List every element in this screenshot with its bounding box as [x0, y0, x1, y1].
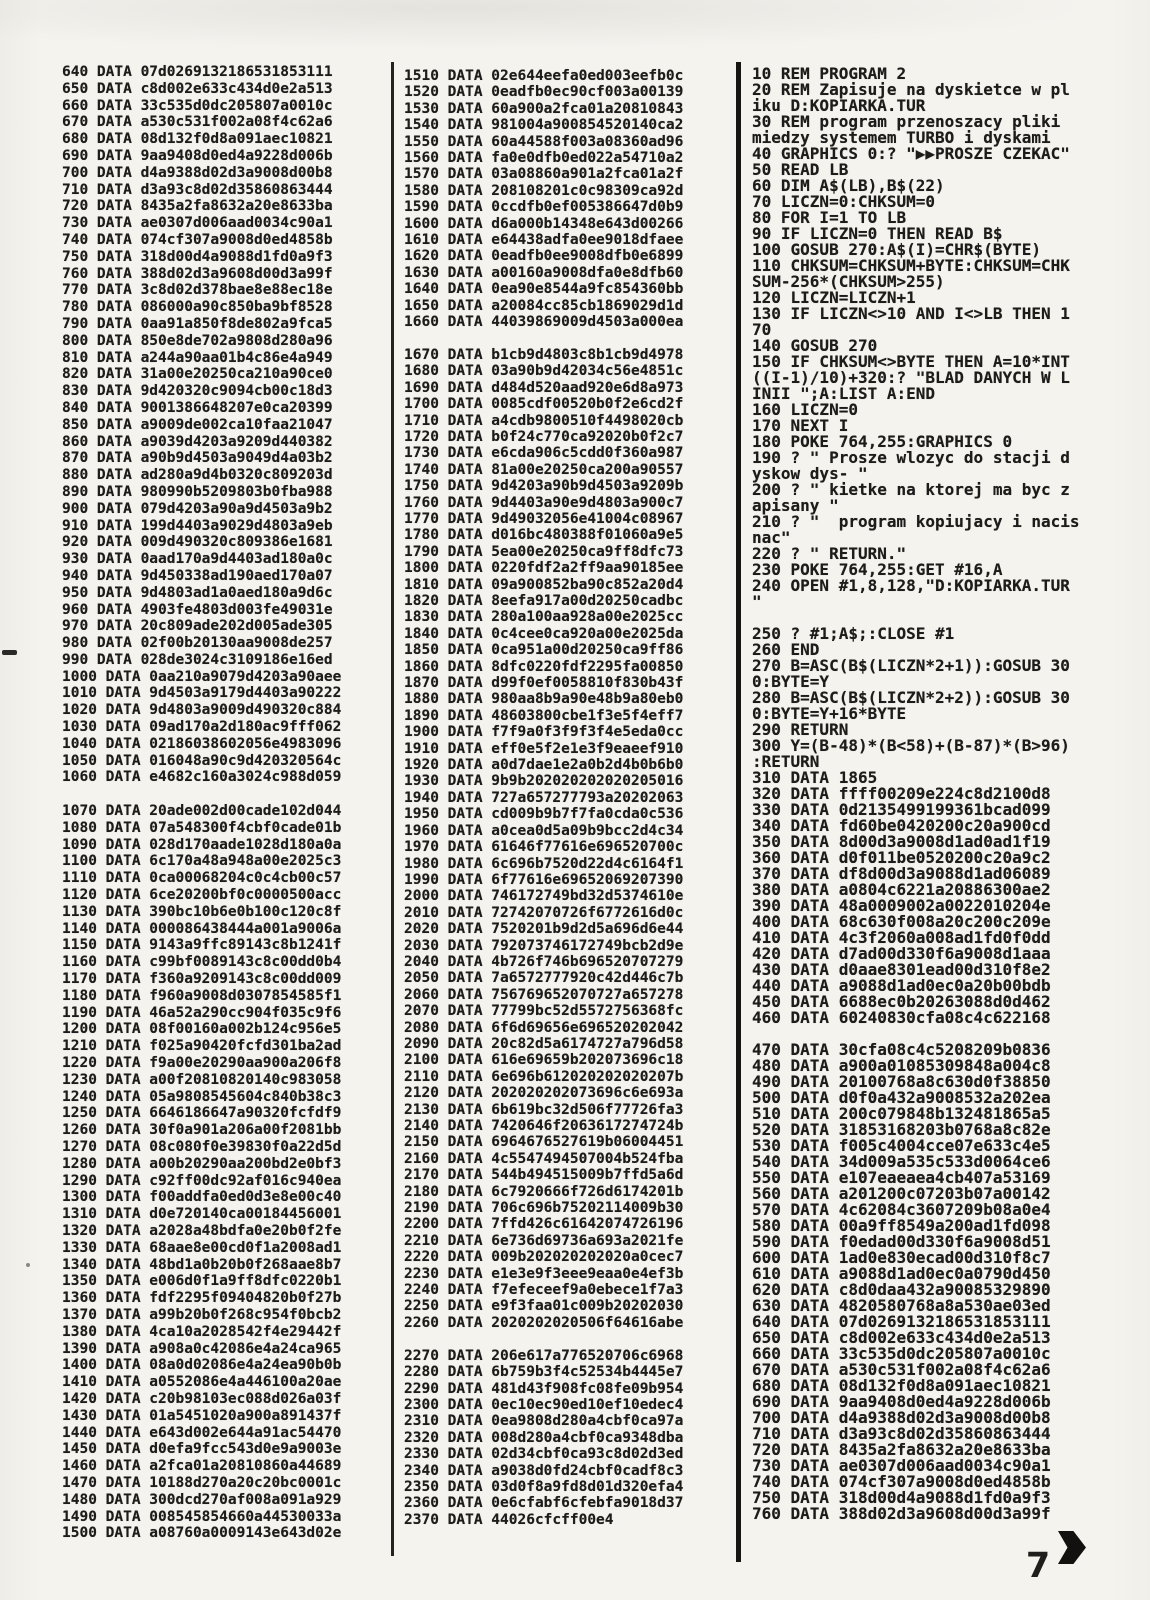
- code-line: 310 DATA 1865: [752, 768, 878, 787]
- code-line: 220 ? " RETURN.": [752, 544, 907, 563]
- code-line: 1810 DATA 09a900852ba90c852a20d4: [404, 576, 684, 593]
- code-line: INII ";A:LIST A:END: [752, 384, 936, 403]
- code-line: 1550 DATA 60a44588f003a08360ad96: [404, 133, 684, 150]
- code-gap: [404, 1331, 734, 1347]
- code-line: 570 DATA 4c62084c3607209b08a0e4: [752, 1200, 1051, 1219]
- code-line: 480 DATA a900a01085309848a004c8: [752, 1056, 1051, 1075]
- code-line: 1360 DATA fdf2295f09404820b0f27b: [62, 1290, 342, 1307]
- code-line: 1120 DATA 6ce20200bf0c0000500acc: [62, 887, 342, 904]
- code-line: 1430 DATA 01a5451020a900a891437f: [62, 1407, 342, 1424]
- code-line: 410 DATA 4c3f2060a008ad1fd0f0dd: [752, 928, 1051, 947]
- code-line: 2080 DATA 6f6d69656e696520202042: [404, 1019, 684, 1036]
- code-line: 320 DATA ffff00209e224c8d2100d8: [752, 784, 1051, 803]
- code-line: 660 DATA 33c535d0dc205807a0010c: [62, 97, 333, 114]
- code-line: 1460 DATA a2fca01a20810860a44689: [62, 1458, 342, 1475]
- code-line: 1380 DATA 4ca10a2028542f4e29442f: [62, 1323, 342, 1340]
- code-line: 770 DATA 3c8d02d378bae8e88ec18e: [62, 282, 333, 299]
- code-line: 440 DATA a9088d1ad0ec0a20b00bdb: [752, 976, 1051, 995]
- code-line: 710 DATA d3a93c8d02d35860863444: [62, 181, 333, 198]
- code-line: 930 DATA 0aad170a9d4403ad180a0c: [62, 551, 333, 568]
- code-line: 30 REM program przenoszacy pliki: [752, 112, 1061, 131]
- code-line: 1060 DATA e4682c160a3024c988d059: [62, 769, 342, 786]
- code-line: 610 DATA a9088d1ad0ec0a0790d450: [752, 1264, 1051, 1283]
- code-line: 420 DATA d7ad00d330f6a9008d1aaa: [752, 944, 1051, 963]
- code-line: 1780 DATA d016bc480388f01060a9e5: [404, 527, 684, 544]
- code-line: 1510 DATA 02e644eefa0ed003eefb0c: [404, 68, 684, 84]
- code-line: 750 DATA 318d00d4a9088d1fd0a9f3: [62, 248, 333, 265]
- code-line: 650 DATA c8d002e633c434d0e2a513: [62, 80, 333, 97]
- code-line: 1660 DATA 44039869009d4503a000ea: [404, 314, 684, 331]
- code-line: 1840 DATA 0c4cee0ca920a00e2025da: [404, 625, 684, 642]
- code-line: 1980 DATA 6c696b7520d22d4c6164f1: [404, 855, 684, 872]
- code-line: 70: [752, 320, 772, 339]
- code-line: 1730 DATA e6cda906c5cdd0f360a987: [404, 445, 684, 462]
- code-line: 240 OPEN #1,8,128,"D:KOPIARKA.TUR: [752, 576, 1070, 595]
- code-line: 1310 DATA d0e720140ca00184456001: [62, 1206, 342, 1223]
- code-line: 1470 DATA 10188d270a20c20bc0001c: [62, 1474, 342, 1491]
- code-line: 670 DATA a530c531f002a08f4c62a6: [62, 114, 333, 131]
- code-line: 1140 DATA 000086438444a001a9006a: [62, 920, 342, 937]
- continuation-arrow-icon: [1058, 1531, 1086, 1564]
- code-line: 970 DATA 20c809ade202d005ade305: [62, 618, 333, 635]
- code-line: 370 DATA df8d00d3a9088d1ad06089: [752, 864, 1051, 883]
- code-line: 750 DATA 318d00d4a9088d1fd0a9f3: [752, 1488, 1051, 1507]
- code-line: 720 DATA 8435a2fa8632a20e8633ba: [62, 198, 333, 215]
- code-line: 80 FOR I=1 TO LB: [752, 208, 907, 227]
- code-line: 980 DATA 02f00b20130aa9008de257: [62, 635, 333, 652]
- code-line: 1850 DATA 0ca951a00d20250ca9ff86: [404, 642, 684, 659]
- code-line: 1770 DATA 9d49032056e41004c08967: [404, 510, 684, 527]
- code-line: 1600 DATA d6a000b14348e643d00266: [404, 215, 684, 232]
- code-line: 990 DATA 028de3024c3109186e16ed: [62, 651, 333, 668]
- code-line: 2230 DATA e1e3e9f3eee9eaa0e4ef3b: [404, 1265, 684, 1282]
- listing-column-1: [62, 64, 390, 1542]
- code-line: 2120 DATA 202020202073696c6e693a: [404, 1085, 684, 1102]
- code-line: 2050 DATA 7a6572777920c42d446c7b: [404, 970, 684, 987]
- code-line: 0:BYTE=Y+16*BYTE: [752, 704, 907, 723]
- code-line: 740 DATA 074cf307a9008d0ed4858b: [62, 231, 333, 248]
- code-line: 20 REM Zapisuje na dyskietce w pl: [752, 80, 1070, 99]
- code-line: 580 DATA 00a9ff8549a200ad1fd098: [752, 1216, 1051, 1235]
- code-line: 1350 DATA e006d0f1a9ff8dfc0220b1: [62, 1273, 342, 1290]
- code-line: 680 DATA 08d132f0d8a091aec10821: [62, 131, 333, 148]
- code-line: 1930 DATA 9b9b202020202020205016: [404, 773, 684, 790]
- code-line: 1540 DATA 981004a900854520140ca2: [404, 117, 684, 134]
- code-line: 1740 DATA 81a00e20250ca200a90557: [404, 461, 684, 478]
- code-line: 1630 DATA a00160a9008dfa0e8dfb60: [404, 264, 684, 281]
- page-number: 7: [1025, 1546, 1051, 1586]
- code-line: 1080 DATA 07a548300f4cbf0cade01b: [62, 819, 342, 836]
- code-line: 1040 DATA 02186038602056e4983096: [62, 735, 342, 752]
- listing-column-2: [404, 68, 734, 1528]
- code-line: 0:BYTE=Y: [752, 672, 830, 691]
- code-line: 740 DATA 074cf307a9008d0ed4858b: [752, 1472, 1051, 1491]
- code-line: :RETURN: [752, 752, 820, 771]
- code-line: 2190 DATA 706c696b75202114009b30: [404, 1200, 684, 1217]
- code-line: 1710 DATA a4cdb9800510f4498020cb: [404, 412, 684, 429]
- code-line: 380 DATA a0804c6221a20886300ae2: [752, 880, 1051, 899]
- code-line: 720 DATA 8435a2fa8632a20e8633ba: [752, 1440, 1051, 1459]
- code-line: 100 GOSUB 270:A$(I)=CHR$(BYTE): [752, 240, 1041, 259]
- code-line: 550 DATA e107eaeaea4cb407a53169: [752, 1168, 1051, 1187]
- code-line: 1560 DATA fa0e0dfb0ed022a54710a2: [404, 150, 684, 167]
- code-gap: [62, 786, 390, 803]
- code-line: 910 DATA 199d4403a9029d4803a9eb: [62, 517, 333, 534]
- code-line: 2130 DATA 6b619bc32d506f77726fa3: [404, 1101, 684, 1118]
- code-line: ": [752, 592, 762, 611]
- code-line: 1090 DATA 028d170aade1028d180a0a: [62, 836, 342, 853]
- code-line: 760 DATA 388d02d3a9608d00d3a99f: [62, 265, 333, 282]
- code-line: 840 DATA 9001386648207e0ca20399: [62, 399, 333, 416]
- code-line: 1210 DATA f025a90420fcfd301ba2ad: [62, 1038, 342, 1055]
- code-line: 1390 DATA a908a0c42086e4a24ca965: [62, 1340, 342, 1357]
- code-line: 1130 DATA 390bc10b6e0b100c120c8f: [62, 903, 342, 920]
- code-line: 1640 DATA 0ea90e8544a9fc854360bb: [404, 281, 684, 298]
- code-line: 130 IF LICZN<>10 AND I<>LB THEN 1: [752, 304, 1070, 323]
- code-line: 390 DATA 48a0009002a0022010204e: [752, 896, 1051, 915]
- code-line: 2220 DATA 009b202020202020a0cec7: [404, 1249, 684, 1266]
- code-line: 1240 DATA 05a9808545604c840b38c3: [62, 1088, 342, 1105]
- code-line: 1590 DATA 0ccdfb0ef005386647d0b9: [404, 199, 684, 216]
- code-line: 2170 DATA 544b494515009b7ffd5a6d: [404, 1167, 684, 1184]
- code-line: apisany ": [752, 496, 839, 515]
- code-line: 2090 DATA 20c82d5a6174727a796d58: [404, 1035, 684, 1052]
- code-line: 1870 DATA d99f0ef0058810f830b43f: [404, 675, 684, 692]
- code-line: nac": [752, 528, 791, 547]
- code-line: 260 END: [752, 640, 820, 659]
- code-line: 2270 DATA 206e617a776520706c6968: [404, 1347, 684, 1364]
- code-line: 640 DATA 07d0269132186531853111: [752, 1312, 1051, 1331]
- code-line: 1270 DATA 08c080f0e39830f0a22d5d: [62, 1139, 342, 1155]
- code-line: 940 DATA 9d450338ad190aed170a07: [62, 567, 333, 584]
- code-line: 270 B=ASC(B$(LICZN*2+1)):GOSUB 30: [752, 656, 1070, 675]
- code-line: 1000 DATA 0aa210a9079d4203a90aee: [62, 668, 342, 685]
- code-line: 1570 DATA 03a08860a901a2fca01a2f: [404, 166, 684, 183]
- code-line: 1480 DATA 300dcd270af008a091a929: [62, 1491, 342, 1508]
- code-line: 2310 DATA 0ea9808d280a4cbf0ca97a: [404, 1413, 684, 1430]
- code-line: 140 GOSUB 270: [752, 336, 878, 355]
- code-line: 630 DATA 4820580768a8a530ae03ed: [752, 1296, 1051, 1315]
- code-line: 1820 DATA 8eefa917a00d20250cadbc: [404, 593, 684, 609]
- code-line: 1880 DATA 980aa8b9a90e48b9a80eb0: [404, 691, 684, 708]
- code-line: 560 DATA a201200c07203b07a00142: [752, 1184, 1051, 1203]
- code-line: 1420 DATA c20b98103ec088d026a03f: [62, 1390, 342, 1407]
- code-line: 1100 DATA 6c170a48a948a00e2025c3: [62, 853, 342, 870]
- code-line: 1280 DATA a00b20290aa200bd2e0bf3: [62, 1155, 342, 1172]
- code-line: 790 DATA 0aa91a850f8de802a9fca5: [62, 315, 333, 332]
- code-line: 690 DATA 9aa9408d0ed4a9228d006b: [752, 1392, 1051, 1411]
- code-line: 1230 DATA a00f20810820140c983058: [62, 1071, 342, 1088]
- code-line: 2250 DATA e9f3faa01c009b20202030: [404, 1298, 684, 1315]
- code-line: 300 Y=(B-48)*(B<58)+(B-87)*(B>96): [752, 736, 1070, 755]
- code-line: 1890 DATA 48603800cbe1f3e5f4eff7: [404, 707, 684, 724]
- code-line: 2210 DATA 6e736d69736a693a2021fe: [404, 1232, 684, 1249]
- code-line: 800 DATA 850e8de702a9808d280a96: [62, 332, 333, 349]
- code-line: 40 GRAPHICS 0:? "▶▶PROSZE CZEKAC": [752, 144, 1070, 163]
- code-line: 120 LICZN=LICZN+1: [752, 288, 916, 307]
- code-line: 810 DATA a244a90aa01b4c86e4a949: [62, 349, 333, 366]
- margin-dash-mark: [2, 650, 17, 655]
- code-line: 530 DATA f005c4004cce07e633c4e5: [752, 1136, 1051, 1155]
- code-line: 850 DATA a9009de002ca10faa21047: [62, 416, 333, 433]
- code-line: 1680 DATA 03a90b9d42034c56e4851c: [404, 363, 684, 380]
- code-line: 1760 DATA 9d4403a90e9d4803a900c7: [404, 494, 684, 511]
- code-line: 2330 DATA 02d34cbf0ca93c8d02d3ed: [404, 1446, 684, 1463]
- code-line: 190 ? " Prosze wlozyc do stacji d: [752, 448, 1070, 467]
- code-line: 2200 DATA 7ffd426c61642074726196: [404, 1216, 684, 1233]
- code-line: 360 DATA d0f011be0520200c20a9c2: [752, 848, 1051, 867]
- code-line: 620 DATA c8d0daa432a90085329890: [752, 1280, 1051, 1299]
- code-line: 710 DATA d3a93c8d02d35860863444: [752, 1424, 1051, 1443]
- code-line: 2350 DATA 03d0f8a9fd8d01d320efa4: [404, 1478, 684, 1495]
- code-line: 700 DATA d4a9388d02d3a9008d00b8: [752, 1408, 1051, 1427]
- code-line: 1650 DATA a20084cc85cb1869029d1d: [404, 297, 684, 314]
- code-line: 1860 DATA 8dfc0220fdf2295fa00850: [404, 658, 684, 675]
- code-line: 90 IF LICZN=0 THEN READ B$: [752, 224, 1003, 243]
- code-line: 1180 DATA f960a9008d0307854585f1: [62, 987, 342, 1004]
- code-line: 590 DATA f0edad00d330f6a9008d51: [752, 1232, 1051, 1251]
- code-line: 730 DATA ae0307d006aad0034c90a1: [752, 1456, 1051, 1475]
- code-line: 1960 DATA a0cea0d5a09b9bcc2d4c34: [404, 822, 684, 839]
- code-line: 1450 DATA d0efa9fcc543d0e9a9003e: [62, 1441, 342, 1458]
- code-line: 170 NEXT I: [752, 416, 849, 435]
- code-line: 1530 DATA 60a900a2fca01a20810843: [404, 100, 684, 117]
- code-line: 160 LICZN=0: [752, 400, 858, 419]
- code-line: 1830 DATA 280a100aa928a00e2025cc: [404, 609, 684, 626]
- code-line: 870 DATA a90b9d4503a9049d4a03b2: [62, 450, 333, 467]
- code-line: 2060 DATA 756769652070727a657278: [404, 986, 684, 1003]
- code-line: 1010 DATA 9d4503a9179d4403a90222: [62, 685, 342, 702]
- code-line: yskow dys- ": [752, 464, 868, 483]
- code-line: 1700 DATA 0085cdf00520b0f2e6cd2f: [404, 396, 684, 413]
- code-line: 280 B=ASC(B$(LICZN*2+2)):GOSUB 30: [752, 688, 1070, 707]
- code-line: 2070 DATA 77799bc52d5572756368fc: [404, 1003, 684, 1020]
- code-line: 2260 DATA 2020202020506f64616abe: [404, 1314, 684, 1331]
- code-line: 250 ? #1;A$;:CLOSE #1: [752, 624, 955, 643]
- code-line: 780 DATA 086000a90c850ba9bf8528: [62, 299, 333, 316]
- code-line: 1050 DATA 016048a90c9d420320564c: [62, 752, 342, 769]
- code-line: 1620 DATA 0eadfb0ee9008dfb0e6899: [404, 248, 684, 265]
- column-divider-2: [736, 62, 741, 1562]
- code-line: 1250 DATA 6646186647a90320fcfdf9: [62, 1105, 342, 1122]
- code-line: 1290 DATA c92ff00dc92af016c940ea: [62, 1172, 342, 1189]
- code-line: 2140 DATA 7420646f2063617274724b: [404, 1118, 684, 1134]
- code-line: 1950 DATA cd009b9b7f7fa0cda0c536: [404, 806, 684, 823]
- code-line: 1720 DATA b0f24c770ca92020b0f2c7: [404, 428, 684, 445]
- code-line: 520 DATA 31853168203b0768a8c82e: [752, 1120, 1051, 1139]
- code-line: 490 DATA 20100768a8c630d0f38850: [752, 1072, 1051, 1091]
- code-line: 2180 DATA 6c7920666f726d6174201b: [404, 1183, 684, 1200]
- code-line: 900 DATA 079d4203a90a9d4503a9b2: [62, 500, 333, 517]
- listing-column-3: [752, 66, 1146, 1522]
- code-line: 1790 DATA 5ea00e20250ca9ff8dfc73: [404, 543, 684, 560]
- margin-dot-mark: [26, 1263, 30, 1267]
- code-line: 660 DATA 33c535d0dc205807a0010c: [752, 1344, 1051, 1363]
- code-line: 400 DATA 68c630f008a20c200c209e: [752, 912, 1051, 931]
- code-line: SUM-256*(CHKSUM>255): [752, 272, 945, 291]
- code-line: 2320 DATA 008d280a4cbf0ca9348dba: [404, 1429, 684, 1446]
- code-line: 1580 DATA 208108201c0c98309ca92d: [404, 182, 684, 199]
- code-line: 1970 DATA 61646f77616e696520700c: [404, 839, 684, 856]
- code-line: 1750 DATA 9d4203a90b9d4503a9209b: [404, 478, 684, 495]
- code-line: 1220 DATA f9a00e20290aa900a206f8: [62, 1055, 342, 1072]
- code-line: 960 DATA 4903fe4803d003fe49031e: [62, 601, 333, 618]
- code-line: 1610 DATA e64438adfa0ee9018dfaee: [404, 232, 684, 249]
- code-line: 2150 DATA 6964676527619b06004451: [404, 1134, 684, 1151]
- code-line: 1330 DATA 68aae8e00cd0f1a2008ad1: [62, 1239, 342, 1256]
- code-line: 500 DATA d0f0a432a9008532a202ea: [752, 1088, 1051, 1107]
- code-line: 1320 DATA a2028a48bdfa0e20b0f2fe: [62, 1222, 342, 1239]
- code-line: 50 READ LB: [752, 160, 849, 179]
- code-line: 1030 DATA 09ad170a2d180ac9fff062: [62, 719, 342, 736]
- code-line: 2300 DATA 0ec10ec90ed10ef10edec4: [404, 1396, 684, 1413]
- code-line: 2240 DATA f7efeceef9a0ebece1f7a3: [404, 1282, 684, 1299]
- code-line: 830 DATA 9d420320c9094cb00c18d3: [62, 383, 333, 400]
- code-line: 450 DATA 6688ec0b20263088d0d462: [752, 992, 1051, 1011]
- code-line: 950 DATA 9d4803ad1a0aed180a9d6c: [62, 584, 333, 601]
- code-line: 510 DATA 200c079848b132481865a5: [752, 1104, 1051, 1123]
- code-line: 1800 DATA 0220fdf2a2ff9aa90185ee: [404, 560, 684, 577]
- code-line: 1340 DATA 48bd1a0b20b0f268aae8b7: [62, 1256, 342, 1273]
- code-line: 2340 DATA a9038d0fd24cbf0cadf8c3: [404, 1462, 684, 1479]
- code-line: 210 ? " program kopiujacy i nacis: [752, 512, 1080, 531]
- code-line: 2110 DATA 6e696b612020202020207b: [404, 1068, 684, 1085]
- code-line: 2020 DATA 7520201b9d2d5a696d6e44: [404, 921, 684, 938]
- code-line: 1200 DATA 08f00160a002b124c956e5: [62, 1021, 342, 1038]
- code-line: 690 DATA 9aa9408d0ed4a9228d006b: [62, 147, 333, 164]
- code-line: 820 DATA 31a00e20250ca210a90ce0: [62, 366, 333, 383]
- code-line: 1670 DATA b1cb9d4803c8b1cb9d4978: [404, 346, 684, 363]
- code-line: 890 DATA 980990b5209803b0fba988: [62, 483, 333, 500]
- code-line: 180 POKE 764,255:GRAPHICS 0: [752, 432, 1013, 451]
- code-line: 670 DATA a530c531f002a08f4c62a6: [752, 1360, 1051, 1379]
- code-line: 290 RETURN: [752, 720, 849, 739]
- code-line: 860 DATA a9039d4203a9209d440382: [62, 433, 333, 450]
- code-line: 1520 DATA 0eadfb0ec90cf003a00139: [404, 84, 684, 101]
- code-line: 2010 DATA 72742070726f6772616d0c: [404, 904, 684, 921]
- code-line: 2160 DATA 4c5547494507004b524fba: [404, 1150, 684, 1167]
- code-line: 10 REM PROGRAM 2: [752, 64, 907, 83]
- code-line: 230 POKE 764,255:GET #16,A: [752, 560, 1003, 579]
- code-line: iku D:KOPIARKA.TUR: [752, 96, 926, 115]
- code-line: 1440 DATA e643d002e644a91ac54470: [62, 1424, 342, 1441]
- code-line: 2280 DATA 6b759b3f4c52534b4445e7: [404, 1364, 684, 1381]
- code-line: 880 DATA ad280a9d4b0320c809203d: [62, 467, 333, 484]
- code-line: 1150 DATA 9143a9ffc89143c8b1241f: [62, 937, 342, 954]
- code-line: 1190 DATA 46a52a290cc904f035c9f6: [62, 1004, 342, 1021]
- code-line: 2290 DATA 481d43f908fc08fe09b954: [404, 1380, 684, 1397]
- code-line: 350 DATA 8d00d3a9008d1ad0ad1f19: [752, 832, 1051, 851]
- code-line: 1910 DATA eff0e5f2e1e3f9eaeef910: [404, 740, 684, 757]
- code-gap: [404, 331, 734, 347]
- code-line: 470 DATA 30cfa08c4c5208209b0836: [752, 1040, 1051, 1059]
- code-line: 1020 DATA 9d4803a9009d490320c884: [62, 702, 342, 719]
- code-line: 640 DATA 07d0269132186531853111: [62, 64, 333, 80]
- code-line: miedzy systemem TURBO i dyskami: [752, 128, 1051, 147]
- code-line: 700 DATA d4a9388d02d3a9008d00b8: [62, 164, 333, 181]
- code-line: 1370 DATA a99b20b0f268c954f0bcb2: [62, 1306, 342, 1323]
- code-line: 150 IF CHKSUM<>BYTE THEN A=10*INT: [752, 352, 1070, 371]
- code-line: 340 DATA fd60be0420200c20a900cd: [752, 816, 1051, 835]
- code-line: 2040 DATA 4b726f746b696520707279: [404, 953, 684, 970]
- code-line: 1170 DATA f360a9209143c8c00dd009: [62, 971, 342, 988]
- code-line: 1070 DATA 20ade002d00cade102d044: [62, 803, 342, 820]
- code-line: 1920 DATA a0d7dae1e2a0b2d4b0b6b0: [404, 757, 684, 774]
- code-line: 920 DATA 009d490320c809386e1681: [62, 534, 333, 551]
- code-line: 1490 DATA 008545854660a44530033a: [62, 1508, 342, 1525]
- code-line: 110 CHKSUM=CHKSUM+BYTE:CHKSUM=CHK: [752, 256, 1070, 275]
- column-divider-1: [391, 62, 394, 1556]
- code-line: 540 DATA 34d009a535c533d0064ce6: [752, 1152, 1051, 1171]
- code-line: 1300 DATA f00addfa0ed0d3e8e00c40: [62, 1189, 342, 1206]
- code-line: 1940 DATA 727a657277793a20202063: [404, 789, 684, 806]
- code-line: 760 DATA 388d02d3a9608d00d3a99f: [752, 1504, 1051, 1523]
- code-line: 1160 DATA c99bf0089143c8c00dd0b4: [62, 954, 342, 971]
- code-line: 2370 DATA 44026cfcff00e4: [404, 1511, 614, 1528]
- code-line: 650 DATA c8d002e633c434d0e2a513: [752, 1328, 1051, 1347]
- code-line: 460 DATA 60240830cfa08c4c622168: [752, 1008, 1051, 1027]
- code-line: 200 ? " kietke na ktorej ma byc z: [752, 480, 1070, 499]
- code-line: 1260 DATA 30f0a901a206a00f2081bb: [62, 1122, 342, 1139]
- code-line: 1500 DATA a08760a0009143e643d02e: [62, 1525, 342, 1542]
- code-line: 1410 DATA a0552086e4a446100a20ae: [62, 1374, 342, 1391]
- code-line: 60 DIM A$(LB),B$(22): [752, 176, 945, 195]
- code-line: 1110 DATA 0ca00068204c0c4cb00c57: [62, 870, 342, 887]
- code-line: 2030 DATA 792073746172749bcb2d9e: [404, 937, 684, 954]
- code-line: 1900 DATA f7f9a0f3f9f3f4e5eda0cc: [404, 724, 684, 741]
- code-line: 430 DATA d0aae8301ead00d310f8e2: [752, 960, 1051, 979]
- code-line: 70 LICZN=0:CHKSUM=0: [752, 192, 936, 211]
- code-line: 1400 DATA 08a0d02086e4a24ea90b0b: [62, 1357, 342, 1374]
- code-line: 2360 DATA 0e6cfabf6cfebfa9018d37: [404, 1495, 684, 1512]
- code-line: 2000 DATA 746172749bd32d5374610e: [404, 888, 684, 905]
- code-line: 600 DATA 1ad0e830ecad00d310f8c7: [752, 1248, 1051, 1267]
- code-line: 1690 DATA d484d520aad920e6d8a973: [404, 379, 684, 396]
- code-line: ((I-1)/10)+320:? "BLAD DANYCH W L: [752, 368, 1070, 387]
- code-line: 1990 DATA 6f77616e69652069207390: [404, 871, 684, 888]
- code-line: 680 DATA 08d132f0d8a091aec10821: [752, 1376, 1051, 1395]
- code-line: 730 DATA ae0307d006aad0034c90a1: [62, 215, 333, 232]
- code-line: 2100 DATA 616e69659b202073696c18: [404, 1052, 684, 1069]
- code-line: 330 DATA 0d2135499199361bcad099: [752, 800, 1051, 819]
